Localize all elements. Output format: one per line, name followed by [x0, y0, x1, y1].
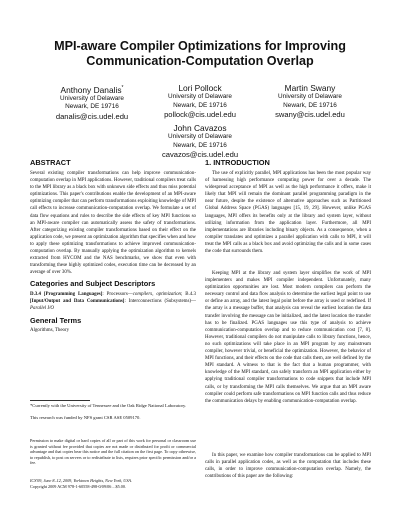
intro-paragraph-1: The use of explicitly parallel, MPI applications has been the most popular way of harnessing high performance computing power for over a decade. The widespread acceptance of MPI as well as the high performance it offers, make it likely that MPI will remain the dominant parallel programming paradigm in the near future, despite the existence of alternative approaches such as Partitioned Global Address Space (PGAS) languages [15, 19, 29]. However, unlike PGAS languages, MPI offers its benefits only at the library and system layer, without utilizing information from the application layer. Furthermore, all MPI implementations are libraries including binary objects. As a consequence, when a compiler translates and optimizes a parallel application with calls to MPI, it will treat the MPI calls as a black box and avoid optimizing the calls and in some cases the code that surrounds them. [205, 171, 371, 255]
title-line-2: Communication-Computation Overlap [86, 54, 314, 68]
right-column [205, 0, 371, 518]
general-terms-text: Algorithms, Theory [30, 328, 70, 333]
intro-heading: 1. INTRODUCTION [205, 158, 270, 167]
author-footnote-mark: * [121, 85, 124, 91]
category-desc-2: : Interconnections (Subsystems)— [124, 299, 196, 305]
category-code-2: [Input/Output and Data Communications] [30, 299, 125, 305]
author-name: Lori Pollock [178, 83, 222, 93]
author-city: Newark, DE 19716 [283, 101, 337, 109]
conference-venue: ICS'09, June 8–12, 2009, Yorktown Heights, New York, USA. [30, 478, 133, 483]
author-email: danalis@cis.udel.edu [55, 111, 129, 121]
left-column [30, 0, 196, 518]
abstract-heading: ABSTRACT [30, 158, 71, 167]
copyright-line: Copyright 2009 ACM 978-1-60558-498-0/09/06 ...$5.00. [30, 484, 126, 489]
author-email: cavazos@cis.udel.edu [161, 150, 239, 159]
author-affiliation: University of Delaware [278, 93, 342, 100]
author-city: Newark, DE 19716 [173, 141, 227, 149]
permission-notice: Permission to make digital or hard copies of all or part of this work for personal or classroom use is granted without fee provided that copies are not made or distributed for profit or commercial advantage and that copies bear this notice and the full citation on the first page. To copy otherwise, to republish, to post on servers or to redistribute to lists, requires prior specific permission and/or a fee. [30, 438, 196, 466]
author-email: swany@cis.udel.edu [275, 110, 345, 119]
footnote-funding: This research was funded by NFS grant CSR ASE 0509170. [30, 415, 141, 420]
footnote-rule [30, 400, 90, 401]
category-code-1: D.3.4 [Programming Languages] [30, 292, 103, 297]
author-affiliation: University of Delaware [168, 93, 232, 100]
category-desc-1: : Processors— [102, 292, 133, 297]
author-city: Newark, DE 19716 [65, 103, 119, 111]
footnote-affiliation: *Currently with the University of Tennessee and the Oak Ridge National Laboratory. [30, 403, 187, 408]
author-name: Martin Swany [284, 83, 336, 93]
category-terms-1: compilers, optimization [132, 292, 182, 297]
title-line-1: MPI-aware Compiler Optimizations for Improving [54, 39, 346, 53]
author-affiliation: University of Delaware [60, 94, 124, 102]
general-terms-heading: General Terms [30, 316, 82, 325]
categories-text [30, 291, 196, 312]
categories-heading: Categories and Subject Descriptors [30, 279, 156, 288]
intro-paragraph-3: In this paper, we examine how compiler transformations can be applied to MPI calls in parallel application codes, as well as the computation that includes these calls, in order to improve communication-computation overlap. Namely, the contributions of this paper are the following: [205, 453, 371, 480]
category-sep: ; B.4.3 [181, 292, 197, 297]
author-name: Anthony Danalis [60, 84, 122, 95]
intro-paragraph-2: Keeping MPI at the library and system layer simplifies the work of MPI implementers and makes MPI compiler independent. Unfortunately, many optimization opportunities are lost. Most modern compilers can perform the necessary control and data flow analysis to determine the earliest legal point to use or define an array, and the latest legal point before the array is used or redefined. If the array is a message buffer, that analysis can reveal the earliest location the data transfer involving the message can be initialized, and the latest location the transfer has to be finalized. PGAS languages use this type of analysis to achieve communication-computation overlap and to reduce communication cost [7, 8]. However, traditional compilers do not manipulate calls to library functions, hence, no such optimizations will take place in an MPI program by any mainstream compiler, however trivial, or beneficial the optimization. However, the behavior of MPI functions, and their effects on the code that calls them, are well defined by the MPI standard. A witness to that is the fact that a human programmer, with knowledge of the MPI standard, can safely transform an MPI application either by applying traditional compiler transformations to code snippets that include MPI calls, or by transforming the MPI calls themselves. We argue that an MPI aware compiler could perform safe transformations on MPI function calls and thus reduce the communication delays by enabling communication-computation overlap. [205, 271, 371, 404]
author-affiliation: University of Delaware [168, 133, 232, 140]
category-terms-2: Parallel I/O [30, 306, 54, 312]
author-city: Newark, DE 19716 [173, 101, 227, 109]
author-email: pollock@cis.udel.edu [164, 110, 236, 119]
author-name: John Cavazos [173, 123, 227, 133]
abstract-text: Several existing compiler transformations can help improve communication-computation overlap in MPI applications. However, traditional compilers treat calls to the MPI library as a black box with unknown side effects and thus miss potential optimizations. This paper's contributions enable the development of an MPI-aware optimizing compiler that can perform transformations exploiting knowledge of MPI call effects to increase communication-computation overlap. We formulate a set of data flow equations and rules to describe the side effects of key MPI functions so an MPI-aware compiler can automatically assess the safety of transformations. After categorizing existing compiler transformations based on their effect on the application code, we present an optimization algorithm that specifies when and how to apply these optimizing transformations to achieve improved communication-computation overlap. By manually applying the optimization algorithm to kernels extracted from HYCOM and the NAS benchmarks, we show that even with transforming these highly optimized codes, execution time can be decreased by an average of over 30%. [30, 171, 196, 276]
